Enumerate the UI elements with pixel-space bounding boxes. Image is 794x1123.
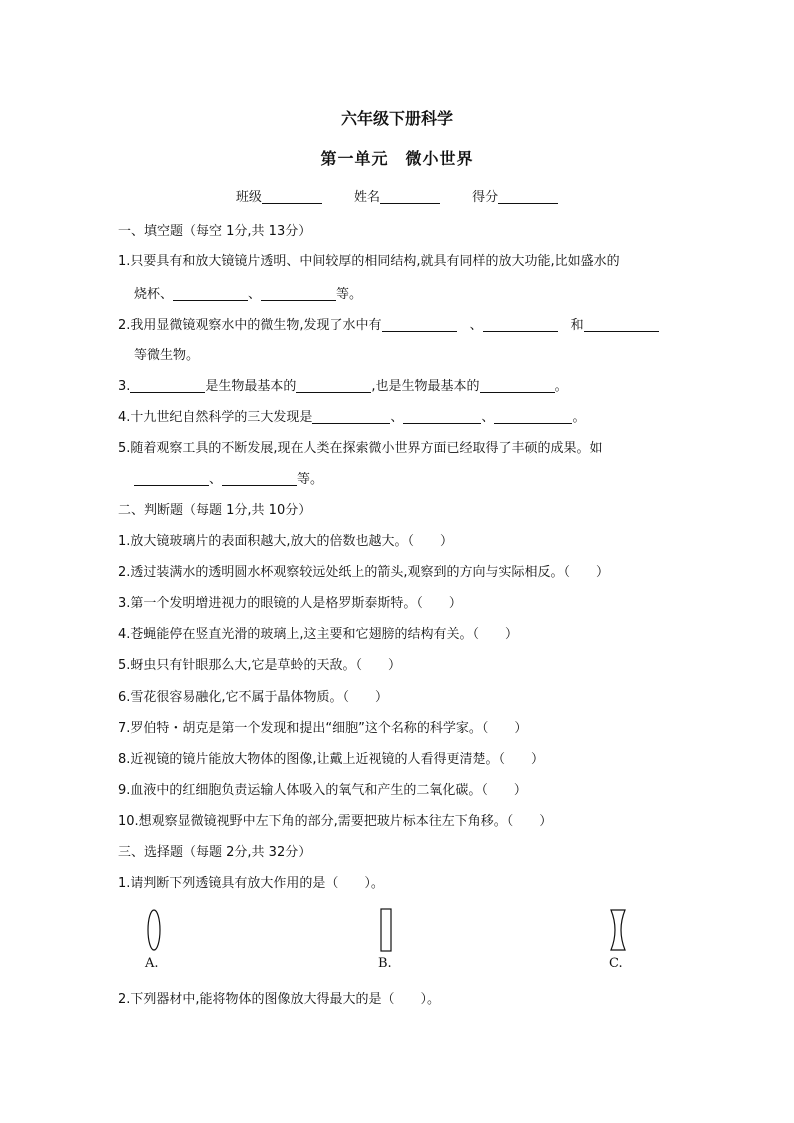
question-2-line-2: 等微生物。 bbox=[134, 348, 200, 363]
answer-blank[interactable] bbox=[584, 317, 659, 332]
convex-lens-icon[interactable] bbox=[146, 908, 162, 952]
mc-question-2: 2.下列器材中,能将物体的图像放大得最大的是（ ）。 bbox=[118, 992, 441, 1007]
option-c-label: C. bbox=[609, 956, 623, 971]
answer-blank[interactable] bbox=[483, 317, 558, 332]
question-1-line-1: 1.只要具有和放大镜镜片透明、中间较厚的相同结构,就具有同样的放大功能,比如盛水的 bbox=[118, 254, 620, 269]
name-field: 姓名 bbox=[354, 190, 440, 205]
tf-question: 2.透过装满水的透明圆水杯观察较远处纸上的箭头,观察到的方向与实际相反。（ ） bbox=[118, 565, 610, 580]
answer-blank[interactable] bbox=[296, 378, 371, 393]
page-title: 六年级下册科学 bbox=[340, 109, 453, 128]
answer-blank[interactable] bbox=[312, 409, 390, 424]
score-field: 得分 bbox=[472, 190, 558, 205]
answer-blank[interactable] bbox=[494, 409, 572, 424]
answer-blank[interactable] bbox=[134, 471, 209, 486]
section-fill-blank-heading: 一、填空题（每空 1分,共 13分） bbox=[118, 224, 312, 239]
mc-question-1: 1.请判断下列透镜具有放大作用的是（ ）。 bbox=[118, 876, 384, 891]
class-field: 班级 bbox=[236, 190, 322, 205]
answer-blank[interactable] bbox=[382, 317, 457, 332]
student-info-row bbox=[0, 186, 794, 205]
answer-blank[interactable] bbox=[130, 378, 205, 393]
question-1-line-2: 烧杯、 、 等。 bbox=[134, 287, 363, 302]
question-2-line-1: 2.我用显微镜观察水中的微生物,发现了水中有 、 和 bbox=[118, 314, 659, 333]
question-4: 4.十九世纪自然科学的三大发现是 、 、 。 bbox=[118, 410, 586, 425]
class-blank[interactable] bbox=[262, 189, 322, 204]
tf-question: 4.苍蝇能停在竖直光滑的玻璃上,这主要和它翅膀的结构有关。（ ） bbox=[118, 627, 519, 642]
tf-question: 3.第一个发明增进视力的眼镜的人是格罗斯泰斯特。（ ） bbox=[118, 596, 462, 611]
section-multiple-choice-heading: 三、选择题（每题 2分,共 32分） bbox=[118, 845, 312, 860]
question-5-line-2: 、 等。 bbox=[134, 468, 323, 487]
option-b-label: B. bbox=[378, 956, 392, 971]
tf-question: 8.近视镜的镜片能放大物体的图像,让戴上近视镜的人看得更清楚。（ ） bbox=[118, 752, 545, 767]
name-blank[interactable] bbox=[380, 189, 440, 204]
answer-blank[interactable] bbox=[480, 378, 555, 393]
tf-question: 6.雪花很容易融化,它不属于晶体物质。（ ） bbox=[118, 690, 389, 705]
tf-question: 10.想观察显微镜视野中左下角的部分,需要把玻片标本往左下角移。（ ） bbox=[118, 814, 553, 829]
answer-blank[interactable] bbox=[173, 286, 248, 301]
tf-question: 9.血液中的红细胞负责运输人体吸入的氧气和产生的二氧化碳。（ ） bbox=[118, 783, 527, 798]
tf-question: 1.放大镜玻璃片的表面积越大,放大的倍数也越大。（ ） bbox=[118, 534, 454, 549]
tf-question: 7.罗伯特・胡克是第一个发现和提出“细胞”这个名称的科学家。（ ） bbox=[118, 721, 528, 736]
question-5-line-1: 5.随着观察工具的不断发展,现在人类在探索微小世界方面已经取得了丰硕的成果。如 bbox=[118, 441, 603, 456]
section-true-false-heading: 二、判断题（每题 1分,共 10分） bbox=[118, 503, 312, 518]
unit-title: 第一单元 微小世界 bbox=[320, 149, 474, 168]
concave-lens-icon[interactable] bbox=[609, 908, 627, 952]
option-a-label: A. bbox=[145, 956, 159, 971]
score-blank[interactable] bbox=[498, 189, 558, 204]
question-3: 3. 是生物最基本的 ,也是生物最基本的 。 bbox=[118, 379, 568, 394]
answer-blank[interactable] bbox=[261, 286, 336, 301]
flat-glass-icon[interactable] bbox=[380, 908, 392, 952]
answer-blank[interactable] bbox=[222, 471, 297, 486]
lens-options bbox=[0, 900, 794, 980]
answer-blank[interactable] bbox=[403, 409, 481, 424]
tf-question: 5.蚜虫只有针眼那么大,它是草蛉的天敌。（ ） bbox=[118, 658, 402, 673]
